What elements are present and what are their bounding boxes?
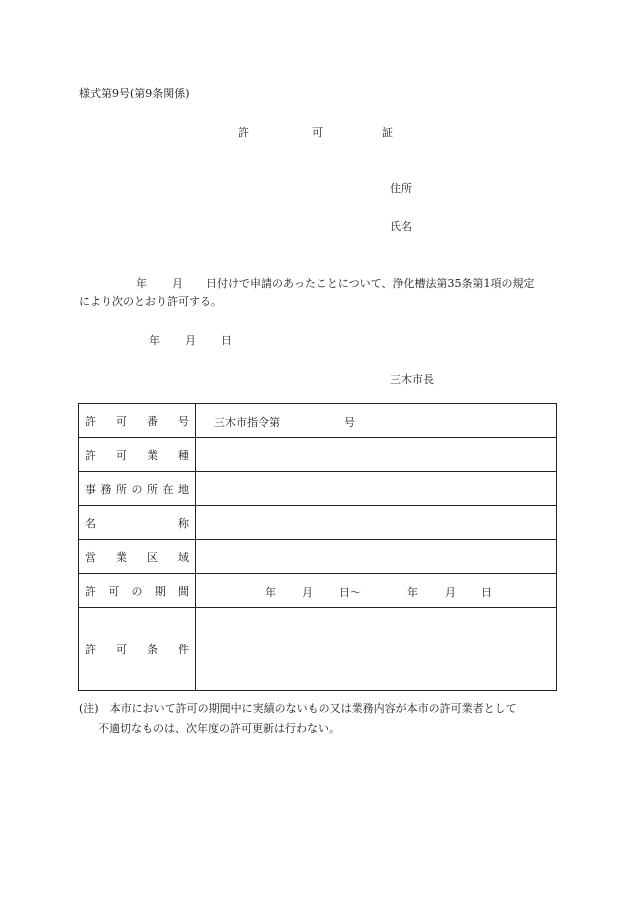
title-char-2: 可 bbox=[312, 126, 323, 139]
label-char: 可 bbox=[116, 643, 127, 656]
label-char: 種 bbox=[178, 448, 189, 462]
body-text-line-2: により次のとおり許可する。 bbox=[79, 295, 222, 308]
label-char: 地 bbox=[178, 482, 189, 496]
row-label-permit-conditions bbox=[79, 608, 196, 691]
row-label-business-type bbox=[79, 438, 196, 472]
table-row bbox=[79, 506, 557, 540]
label-char: 件 bbox=[178, 643, 189, 656]
label-char: 所 bbox=[116, 482, 127, 496]
business-type-value bbox=[196, 438, 557, 472]
permit-number-prefix: 三木市指令第 bbox=[214, 416, 280, 429]
permit-number-suffix: 号 bbox=[344, 416, 355, 429]
label-char: 業 bbox=[147, 448, 158, 462]
row-label-name bbox=[79, 506, 196, 540]
address-label: 住所 bbox=[390, 182, 412, 195]
issue-year: 年 bbox=[149, 334, 160, 347]
label-char: の bbox=[131, 584, 143, 598]
title-char-1: 許 bbox=[238, 126, 249, 139]
label-char: 営 bbox=[85, 550, 96, 564]
permit-number-value bbox=[196, 404, 557, 438]
period-end-month: 月 bbox=[445, 586, 456, 599]
period-start-day: 日〜 bbox=[339, 586, 361, 599]
period-end-day: 日 bbox=[481, 586, 492, 599]
label-char: 域 bbox=[178, 550, 189, 564]
row-label-permit-period bbox=[79, 574, 196, 608]
table-row bbox=[79, 574, 557, 608]
permit-details-table bbox=[78, 403, 557, 691]
label-char: 条 bbox=[147, 643, 158, 656]
body-text-rest: 日付けで申請のあったことについて、浄化槽法第35条第1項の規定 bbox=[206, 277, 535, 290]
permit-conditions-value bbox=[196, 608, 557, 691]
issue-day: 日 bbox=[221, 334, 232, 347]
period-start-year: 年 bbox=[265, 586, 276, 599]
body-year: 年 bbox=[136, 277, 147, 290]
business-area-value bbox=[196, 540, 557, 574]
table-row bbox=[79, 438, 557, 472]
label-char: 番 bbox=[147, 414, 158, 428]
period-end-year: 年 bbox=[407, 586, 418, 599]
label-char: 事 bbox=[85, 482, 96, 496]
label-char: 名 bbox=[85, 516, 96, 530]
label-char: の bbox=[131, 482, 143, 496]
issuer-name: 三木市長 bbox=[390, 373, 434, 386]
office-location-value bbox=[196, 472, 557, 506]
form-number-label: 様式第9号(第9条関係) bbox=[79, 87, 190, 100]
row-label-business-area bbox=[79, 540, 196, 574]
note-line-1: (注) 本市において許可の期間中に実績のないもの又は業務内容が本市の許可業者として bbox=[79, 702, 517, 715]
label-char: 号 bbox=[178, 414, 189, 428]
table-row bbox=[79, 472, 557, 506]
label-char: 務 bbox=[100, 482, 112, 496]
label-char: 許 bbox=[85, 584, 96, 598]
note-line-2: 不適切なものは、次年度の許可更新は行わない。 bbox=[98, 722, 340, 735]
label-char: 区 bbox=[147, 550, 158, 564]
label-char: 許 bbox=[85, 414, 96, 428]
label-char: 可 bbox=[116, 448, 127, 462]
table-row bbox=[79, 404, 557, 438]
issue-month: 月 bbox=[185, 334, 196, 347]
name-value bbox=[196, 506, 557, 540]
label-char: 間 bbox=[178, 584, 189, 598]
label-char: 許 bbox=[85, 643, 96, 656]
label-char: 在 bbox=[162, 482, 174, 496]
title-char-3: 証 bbox=[382, 126, 393, 139]
label-char: 称 bbox=[178, 516, 189, 530]
table-row bbox=[79, 540, 557, 574]
body-month: 月 bbox=[172, 277, 183, 290]
name-label: 氏名 bbox=[390, 220, 412, 233]
period-start-month: 月 bbox=[302, 586, 313, 599]
label-char: 可 bbox=[116, 414, 127, 428]
label-char: 期 bbox=[154, 584, 166, 598]
row-label-permit-number bbox=[79, 404, 196, 438]
row-label-office-location bbox=[79, 472, 196, 506]
table-row bbox=[79, 608, 557, 691]
label-char: 可 bbox=[108, 584, 120, 598]
label-char: 業 bbox=[116, 550, 127, 564]
permit-period-value bbox=[196, 574, 557, 608]
label-char: 許 bbox=[85, 448, 96, 462]
label-char: 所 bbox=[147, 482, 158, 496]
